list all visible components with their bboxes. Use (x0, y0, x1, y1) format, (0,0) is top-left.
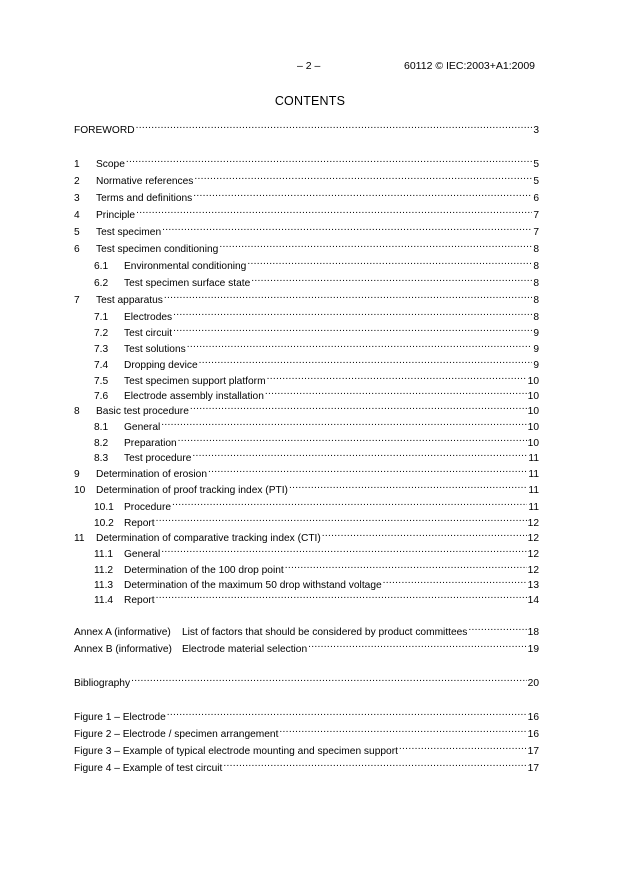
toc-entry[interactable] (74, 479, 539, 496)
toc-entry-label: Test procedure (124, 453, 192, 464)
toc-entry[interactable] (94, 543, 539, 560)
toc-entry-page: 6 (533, 193, 539, 204)
toc-entry-label: Determination of proof tracking index (PTI) (96, 485, 288, 496)
toc-entry-label: Electrode material selection (182, 644, 308, 655)
toc-entry[interactable] (74, 119, 539, 136)
toc-entry-page: 10 (527, 376, 539, 387)
dot-leader (178, 432, 527, 446)
dot-leader (208, 463, 527, 477)
toc-entry[interactable] (74, 740, 539, 757)
toc-entry-label: FOREWORD (74, 125, 135, 136)
dot-leader (156, 589, 527, 603)
toc-entry[interactable] (74, 204, 539, 221)
toc-entry-page: 5 (533, 159, 539, 170)
dot-leader (199, 354, 533, 368)
toc-entry-page: 16 (527, 712, 539, 723)
dot-leader (223, 757, 526, 771)
toc-entry[interactable] (94, 512, 539, 529)
toc-entry-number: 8.2 (94, 438, 109, 449)
toc-entry-label: Determination of the maximum 50 drop withstand voltage (124, 580, 382, 591)
toc-entry-number: 7.2 (94, 328, 109, 339)
toc-entry[interactable] (94, 322, 539, 339)
toc-entry-number: 7 (74, 295, 80, 306)
page-number: – 2 – (297, 60, 321, 72)
toc-entry-number: 10.2 (94, 518, 114, 529)
toc-entry-label: Scope (96, 159, 125, 170)
toc-entry[interactable] (94, 385, 539, 402)
dot-leader (399, 740, 527, 754)
toc-entry[interactable] (94, 354, 539, 371)
toc-entry[interactable] (94, 272, 539, 289)
toc-entry-page: 17 (527, 746, 539, 757)
toc-entry-label: Normative references (96, 176, 194, 187)
toc-entry-page: 8 (533, 312, 539, 323)
toc-entry-number: 8.1 (94, 422, 109, 433)
page-header (0, 60, 620, 76)
toc-entry-page: 7 (533, 227, 539, 238)
toc-entry-page: 11 (528, 453, 539, 464)
dot-leader (190, 400, 527, 414)
toc-entry-number: 11.2 (94, 565, 114, 576)
toc-entry-label: General (124, 422, 161, 433)
toc-entry-page: 13 (527, 580, 539, 591)
toc-entry-number: 2 (74, 176, 80, 187)
toc-entry-label: Preparation (124, 438, 177, 449)
toc-entry-page: 11 (528, 469, 539, 480)
toc-entry-page: 18 (527, 627, 539, 638)
toc-entry-page: 10 (527, 406, 539, 417)
dot-leader (193, 187, 532, 201)
toc-entry[interactable] (74, 289, 539, 306)
dot-leader (156, 512, 527, 526)
toc-entry[interactable] (94, 574, 539, 591)
toc-entry-page: 11 (528, 485, 539, 496)
toc-entry-page: 8 (533, 261, 539, 272)
toc-entry-page: 19 (527, 644, 539, 655)
toc-entry-number: 7.1 (94, 312, 109, 323)
toc-entry-label: Electrodes (124, 312, 173, 323)
toc-entry-page: 8 (533, 278, 539, 289)
toc-entry-number: 11.4 (94, 595, 114, 606)
document-reference: 60112 © IEC:2003+A1:2009 (404, 60, 536, 72)
toc-entry-page: 11 (528, 502, 539, 513)
toc-entry-number: 8 (74, 406, 80, 417)
toc-entry-number: 6.1 (94, 261, 109, 272)
toc-entry-page: 8 (533, 295, 539, 306)
toc-entry-label: Figure 2 – Electrode / specimen arrangement (74, 729, 279, 740)
toc-entry-page: 9 (533, 360, 539, 371)
toc-entry-number: 8.3 (94, 453, 109, 464)
toc-entry[interactable] (74, 221, 539, 238)
toc-entry-label: Test apparatus (96, 295, 163, 306)
toc-entry-page: 10 (527, 438, 539, 449)
toc-entry-label: Dropping device (124, 360, 198, 371)
toc-entry-number: 7.6 (94, 391, 109, 402)
dot-leader (173, 322, 532, 336)
dot-leader (136, 204, 532, 218)
dot-leader (279, 723, 526, 737)
toc-entry-number: 6.2 (94, 278, 109, 289)
toc-entry[interactable] (74, 723, 539, 740)
toc-entry-page: 10 (527, 391, 539, 402)
toc-entry[interactable] (74, 638, 539, 655)
toc-entry-page: 9 (533, 344, 539, 355)
toc-entry[interactable] (74, 187, 539, 204)
dot-leader (136, 119, 533, 133)
toc-entry[interactable] (74, 706, 539, 723)
toc-entry-number: 6 (74, 244, 80, 255)
dot-leader (194, 170, 532, 184)
dot-leader (167, 706, 527, 720)
toc-entry[interactable] (94, 496, 539, 513)
toc-entry-label: Test specimen surface state (124, 278, 251, 289)
dot-leader (247, 255, 532, 269)
toc-entry-page: 16 (527, 729, 539, 740)
toc-entry[interactable] (74, 400, 539, 417)
toc-entry-page: 20 (527, 678, 539, 689)
toc-entry-label: General (124, 549, 161, 560)
dot-leader (265, 385, 527, 399)
toc-entry[interactable] (94, 306, 539, 323)
toc-entry-page: 9 (533, 328, 539, 339)
toc-entry-label: Figure 4 – Example of test circuit (74, 763, 223, 774)
toc-entry[interactable] (94, 432, 539, 449)
toc-entry-number: 10.1 (94, 502, 114, 513)
toc-entry-number: 11.3 (94, 580, 114, 591)
toc-entry-page: 17 (527, 763, 539, 774)
toc-entry-label: Principle (96, 210, 136, 221)
dot-leader (161, 416, 526, 430)
toc-entry-label: Test solutions (124, 344, 186, 355)
toc-entry[interactable] (74, 527, 539, 544)
toc-entry-label: Test specimen conditioning (96, 244, 219, 255)
dot-leader (267, 370, 527, 384)
toc-entry-label: Determination of comparative tracking index (CTI) (96, 533, 321, 544)
dot-leader (308, 638, 527, 652)
toc-entry-label: Figure 3 – Example of typical electrode mounting and specimen support (74, 746, 398, 757)
toc-entry[interactable] (74, 463, 539, 480)
toc-entry[interactable] (94, 589, 539, 606)
dot-leader (468, 621, 526, 635)
toc-entry-page: 14 (527, 595, 539, 606)
toc-entry-label: Test specimen (96, 227, 162, 238)
toc-entry-number: Annex B (informative) (74, 644, 172, 655)
dot-leader (285, 559, 527, 573)
toc-entry[interactable] (74, 238, 539, 255)
dot-leader (219, 238, 532, 252)
toc-entry-page: 12 (527, 549, 539, 560)
toc-entry-label: Determination of the 100 drop point (124, 565, 284, 576)
toc-entry-label: Report (124, 595, 155, 606)
toc-entry-number: 5 (74, 227, 80, 238)
dot-leader (192, 447, 527, 461)
toc-entry-number: 3 (74, 193, 80, 204)
toc-entry[interactable] (94, 255, 539, 272)
toc-entry-page: 10 (527, 422, 539, 433)
dot-leader (131, 672, 527, 686)
toc-entry[interactable] (94, 370, 539, 387)
toc-entry-number: 9 (74, 469, 80, 480)
dot-leader (126, 153, 532, 167)
dot-leader (289, 479, 527, 493)
toc-entry-label: Test specimen support platform (124, 376, 266, 387)
toc-entry-label: Determination of erosion (96, 469, 207, 480)
dot-leader (173, 306, 532, 320)
toc-entry-label: Environmental conditioning (124, 261, 247, 272)
dot-leader (172, 496, 527, 510)
toc-entry-label: Terms and definitions (96, 193, 193, 204)
dot-leader (187, 338, 533, 352)
dot-leader (161, 543, 526, 557)
dot-leader (164, 289, 533, 303)
toc-entry-page: 7 (533, 210, 539, 221)
toc-entry-number: 10 (74, 485, 86, 496)
dot-leader (162, 221, 532, 235)
toc-entry[interactable] (74, 170, 539, 187)
toc-entry[interactable] (94, 416, 539, 433)
toc-entry[interactable] (94, 559, 539, 576)
toc-entry-number: 7.4 (94, 360, 109, 371)
toc-entry-page: 8 (533, 244, 539, 255)
toc-entry-number: Annex A (informative) (74, 627, 171, 638)
toc-entry-number: 11 (74, 533, 85, 544)
dot-leader (251, 272, 532, 286)
toc-entry[interactable] (74, 621, 539, 638)
dot-leader (383, 574, 527, 588)
toc-entry-page: 3 (533, 125, 539, 136)
toc-entry-label: Test circuit (124, 328, 173, 339)
toc-entry[interactable] (74, 672, 539, 689)
toc-entry[interactable] (74, 153, 539, 170)
contents-title: CONTENTS (274, 94, 346, 108)
toc-entry-number: 7.3 (94, 344, 109, 355)
toc-entry[interactable] (94, 447, 539, 464)
toc-entry-label: Basic test procedure (96, 406, 189, 417)
toc-entry-page: 12 (527, 565, 539, 576)
toc-entry-number: 4 (74, 210, 80, 221)
toc-entry-number: 1 (74, 159, 80, 170)
toc-entry[interactable] (74, 757, 539, 774)
toc-entry-label: Bibliography (74, 678, 131, 689)
toc-entry-label: Procedure (124, 502, 172, 513)
toc-entry-number: 11.1 (94, 549, 114, 560)
dot-leader (322, 527, 527, 541)
toc-entry-page: 5 (533, 176, 539, 187)
toc-entry-number: 7.5 (94, 376, 109, 387)
toc-entry-page: 12 (527, 518, 539, 529)
toc-entry-label: Electrode assembly installation (124, 391, 264, 402)
toc-entry-label: Figure 1 – Electrode (74, 712, 166, 723)
toc-entry-label: List of factors that should be considered by product committees (182, 627, 468, 638)
toc-entry[interactable] (94, 338, 539, 355)
toc-entry-page: 12 (527, 533, 539, 544)
toc-entry-label: Report (124, 518, 155, 529)
